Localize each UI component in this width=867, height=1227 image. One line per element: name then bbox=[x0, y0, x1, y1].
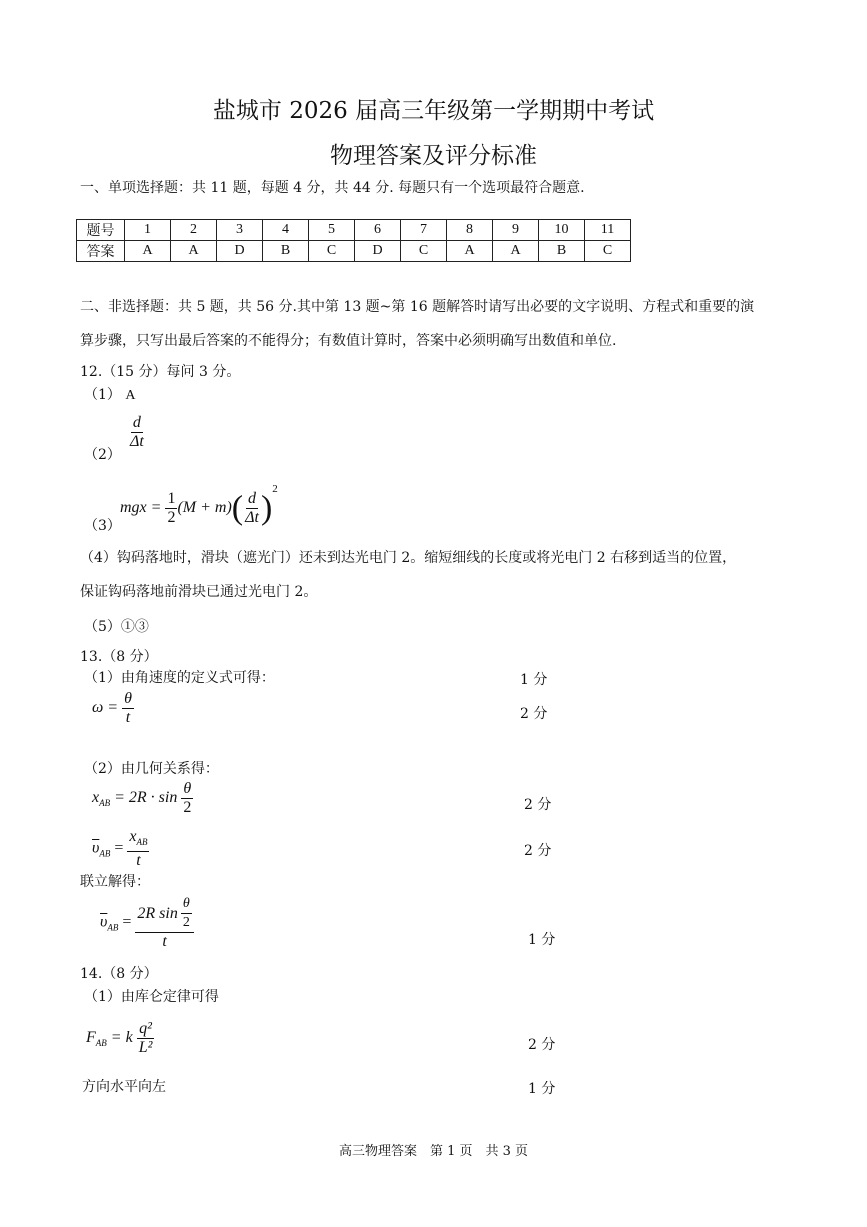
q13-result-points: 1 分 bbox=[528, 932, 556, 948]
table-cell: C bbox=[401, 241, 447, 262]
q13-v-formula bbox=[92, 828, 149, 870]
q13-x-formula bbox=[92, 780, 193, 817]
table-cell: 7 bbox=[401, 220, 447, 241]
q13-x-den: 2 bbox=[183, 799, 192, 816]
q12-part5: （5）①③ bbox=[84, 619, 149, 635]
table-cell: 11 bbox=[585, 220, 631, 241]
table-cell: C bbox=[309, 241, 355, 262]
q14-part1-text: （1）由库仑定律可得 bbox=[84, 989, 219, 1005]
section2-intro-line2: 算步骤，只写出最后答案的不能得分；有数值计算时，答案中必须明确写出数值和单位. bbox=[80, 333, 617, 349]
q12-part2-formula bbox=[128, 414, 146, 451]
section1-intro: 一、单项选择题：共 11 题，每题 4 分，共 44 分. 每题只有一个选项最符合题意. bbox=[80, 180, 585, 196]
q12-part3-half-den: 2 bbox=[167, 508, 176, 526]
q12-part4-line2: 保证钩码落地前滑块已通过光电门 2。 bbox=[80, 584, 318, 600]
q13-result-eq: = bbox=[122, 913, 132, 931]
q13-part1-points: 1 分 bbox=[520, 672, 548, 688]
answer-table bbox=[76, 219, 631, 262]
q14-direction-text: 方向水平向左 bbox=[82, 1079, 166, 1095]
q12-part1 bbox=[84, 386, 136, 405]
q13-v-eq: = bbox=[114, 839, 124, 857]
q13-omega-lhs: ω = bbox=[92, 699, 119, 717]
q13-x-num: θ bbox=[183, 780, 192, 797]
page-footer: 高三物理答案 第 1 页 共 3 页 bbox=[338, 1144, 529, 1159]
q13-x-rhs: = 2R · sin bbox=[114, 789, 178, 807]
q13-v-lhs: $\overline{\upsilon}$ bbox=[92, 839, 100, 857]
q13-result-den: t bbox=[162, 933, 167, 950]
q13-x-sub: AB bbox=[99, 798, 111, 809]
table-cell: D bbox=[355, 241, 401, 262]
q12-part3-lhs: mgx = bbox=[120, 499, 162, 516]
table-cell: B bbox=[539, 241, 585, 262]
table-cell: 10 bbox=[539, 220, 585, 241]
table-row-questions bbox=[77, 220, 631, 241]
q13-v-sub: AB bbox=[99, 848, 111, 859]
section2-intro-line1: 二、非选择题：共 5 题，共 56 分.其中第 13 题~第 16 题解答时请写出必要的文字说明、方程式和重要的演 bbox=[80, 299, 755, 315]
q14-force-eq: = k bbox=[110, 1029, 133, 1047]
q13-result-sub: AB bbox=[107, 922, 119, 933]
q13-v-points: 2 分 bbox=[524, 843, 552, 859]
table-cell: 2 bbox=[171, 220, 217, 241]
table-cell: D bbox=[217, 241, 263, 262]
table-cell: 1 bbox=[125, 220, 171, 241]
q13-heading: 13.（8 分） bbox=[80, 649, 158, 665]
table-header-answer: 答案 bbox=[77, 241, 125, 262]
q12-part2-den: Δt bbox=[130, 433, 144, 450]
q12-part3-half-num: 1 bbox=[167, 489, 176, 507]
q14-force-num: q² bbox=[139, 1020, 152, 1037]
q12-part1-answer: A bbox=[125, 388, 136, 403]
table-header-question: 题号 bbox=[77, 220, 125, 241]
exam-title: 盐城市 2026 届高三年级第一学期期中考试 bbox=[212, 98, 655, 124]
q13-x-points: 2 分 bbox=[524, 797, 552, 813]
q13-result-num: 2R sin bbox=[137, 904, 178, 922]
table-cell: C bbox=[585, 241, 631, 262]
table-cell: 3 bbox=[217, 220, 263, 241]
table-cell: A bbox=[493, 241, 539, 262]
q12-part2-num: d bbox=[132, 414, 141, 431]
q14-force-sub: AB bbox=[95, 1038, 107, 1049]
q13-result-num-frac-num: θ bbox=[181, 895, 192, 914]
q13-omega-den: t bbox=[125, 709, 131, 726]
q12-part3-mass: (M + m) bbox=[177, 499, 232, 516]
q14-direction-points: 1 分 bbox=[528, 1081, 556, 1097]
q12-part1-label: （1） bbox=[84, 387, 121, 403]
q13-omega-num: θ bbox=[124, 690, 132, 707]
table-cell: 4 bbox=[263, 220, 309, 241]
q13-v-num-sub: AB bbox=[136, 837, 148, 847]
exam-subtitle: 物理答案及评分标准 bbox=[330, 143, 537, 169]
q14-force-formula bbox=[86, 1020, 154, 1057]
table-cell: A bbox=[171, 241, 217, 262]
table-cell: A bbox=[125, 241, 171, 262]
q12-part3-label: （3） bbox=[84, 518, 121, 534]
table-cell: 5 bbox=[309, 220, 355, 241]
q13-result-lhs: $\overline{\upsilon}$ bbox=[100, 913, 108, 931]
q14-heading: 14.（8 分） bbox=[80, 966, 158, 982]
q14-force-lhs: F bbox=[86, 1029, 96, 1047]
q14-force-den: L² bbox=[138, 1039, 153, 1056]
q13-v-num: x bbox=[129, 828, 137, 845]
table-cell: 6 bbox=[355, 220, 401, 241]
q13-omega-points: 2 分 bbox=[520, 706, 548, 722]
q13-v-den: t bbox=[136, 852, 141, 869]
q12-part3-formula: mgx = $\frac{1}{2}$ (M + m)( $\frac{d}{\Delta t}$ )$^2$ bbox=[120, 483, 278, 527]
table-cell: 9 bbox=[493, 220, 539, 241]
q13-part2-text: （2）由几何关系得： bbox=[84, 761, 219, 777]
q13-combined-label: 联立解得： bbox=[80, 874, 150, 890]
q13-result-formula bbox=[100, 895, 194, 951]
q14-force-points: 2 分 bbox=[528, 1037, 556, 1053]
q12-part3-exp: 2 bbox=[272, 483, 278, 495]
table-row-answers bbox=[77, 241, 631, 262]
table-cell: B bbox=[263, 241, 309, 262]
q13-x-lhs: x bbox=[92, 789, 100, 807]
q12-part2-label: （2） bbox=[84, 447, 121, 463]
q13-omega-formula bbox=[92, 690, 134, 727]
table-cell: 8 bbox=[447, 220, 493, 241]
q13-part1-text: （1）由角速度的定义式可得： bbox=[84, 670, 275, 686]
q12-heading: 12.（15 分）每问 3 分。 bbox=[80, 364, 241, 380]
q13-result-num-frac-den: 2 bbox=[182, 915, 190, 930]
table-cell: A bbox=[447, 241, 493, 262]
q12-part4-line1: （4）钩码落地时，滑块（遮光门）还未到达光电门 2。缩短细线的长度或将光电门 2 右移到适当的位置， bbox=[80, 550, 737, 566]
q12-part3-frac-num: d bbox=[248, 489, 257, 507]
q12-part3-frac-den: Δt bbox=[245, 508, 259, 526]
